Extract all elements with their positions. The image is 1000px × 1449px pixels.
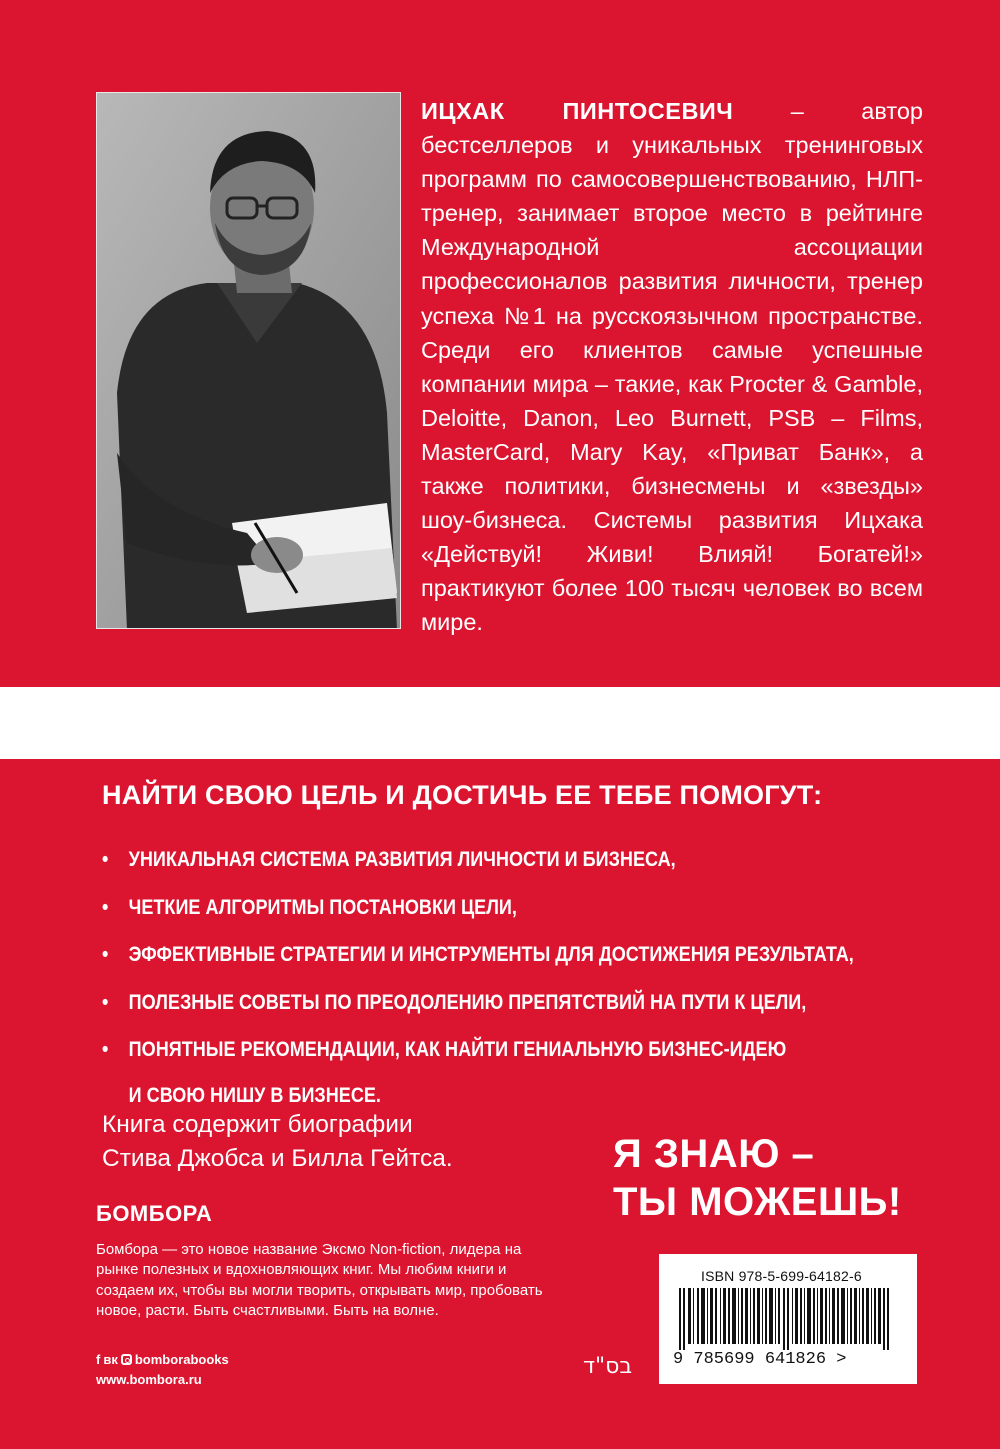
bullet-icon: • bbox=[102, 848, 109, 871]
barcode-box bbox=[659, 1254, 917, 1384]
bullet-icon: • bbox=[102, 943, 109, 966]
list-item bbox=[102, 884, 842, 932]
slogan-line: Я ЗНАЮ – bbox=[613, 1132, 815, 1176]
bullet-icon: • bbox=[102, 895, 109, 919]
bullet-icon: • bbox=[102, 990, 109, 1014]
vk-icon[interactable]: вк bbox=[103, 1352, 118, 1367]
slogan-line: ТЫ МОЖЕШЬ! bbox=[613, 1180, 902, 1224]
help-title: НАЙТИ СВОЮ ЦЕЛЬ И ДОСТИЧЬ ЕЕ ТЕБЕ ПОМОГУТ: bbox=[102, 780, 823, 810]
author-photo bbox=[96, 92, 401, 629]
list-item-text: УНИКАЛЬНАЯ СИСТЕМА РАЗВИТИЯ ЛИЧНОСТИ И БИЗНЕСА, bbox=[128, 848, 676, 871]
author-portrait-illustration bbox=[97, 93, 401, 629]
author-name: ИЦХАК ПИНТОСЕВИЧ bbox=[421, 98, 734, 124]
book-note bbox=[102, 1108, 453, 1176]
list-item-text: ПОНЯТНЫЕ РЕКОМЕНДАЦИИ, КАК НАЙТИ ГЕНИАЛЬНУЮ БИЗНЕС-ИДЕЮ bbox=[128, 1038, 787, 1061]
instagram-icon[interactable] bbox=[121, 1354, 132, 1365]
isbn-text: ISBN 978-5-699-64182-6 bbox=[701, 1268, 862, 1284]
list-item-continuation: И СВОЮ НИШУ В БИЗНЕСЕ. bbox=[128, 1083, 381, 1107]
book-note-line: Стива Джобса и Билла Гейтса. bbox=[102, 1145, 453, 1172]
website-link[interactable]: www.bombora.ru bbox=[96, 1372, 202, 1387]
barcode-digits: 9 785699 641826 > bbox=[673, 1350, 847, 1369]
facebook-icon[interactable]: f bbox=[96, 1352, 101, 1367]
bullet-icon: • bbox=[102, 1038, 109, 1061]
list-item bbox=[102, 1026, 842, 1117]
book-note-line: Книга содержит биографии bbox=[102, 1111, 413, 1138]
bsd-mark: בס"ד bbox=[583, 1354, 633, 1379]
list-item-text: ПОЛЕЗНЫЕ СОВЕТЫ ПО ПРЕОДОЛЕНИЮ ПРЕПЯТСТВИЙ НА ПУТИ К ЦЕЛИ, bbox=[128, 990, 807, 1014]
list-item-text: ЧЕТКИЕ АЛГОРИТМЫ ПОСТАНОВКИ ЦЕЛИ, bbox=[128, 895, 517, 919]
social-links bbox=[96, 1352, 229, 1367]
author-bio-text: – автор бестселлеров и уникальных тренинговых программ по самосовершенствованию, НЛП-тренер, занимает второе место в рейтинге Международной ассоциации профессионалов развития личности, тренер успеха №1 на русскоязычном пространстве. Среди его клиентов самые успешные компании мира – такие, как Procter & Gamble, Deloitte, Danon, Leo Burnett, PSB – Films, MasterCard, Mary Kay, «Приват Банк», а также политики, бизнесмены и «звезды» шоу-бизнеса. Системы развития Ицхака «Действуй! Живи! Влияй! Богатей!» практикуют более 100 тысяч человек во всем мире. bbox=[421, 98, 923, 636]
barcode-icon bbox=[679, 1288, 901, 1350]
list-item-text: ЭФФЕКТИВНЫЕ СТРАТЕГИИ И ИНСТРУМЕНТЫ ДЛЯ ДОСТИЖЕНИЯ РЕЗУЛЬТАТА, bbox=[128, 943, 854, 966]
publisher-logo: БОМБОРА bbox=[96, 1201, 213, 1226]
slogan bbox=[613, 1130, 902, 1226]
benefits-list bbox=[102, 836, 854, 1117]
list-item bbox=[102, 931, 854, 979]
publisher-description: Бомбора — это новое название Эксмо Non-fiction, лидера на рынке полезных и вдохновляющих книг. Мы любим книги и создаем их, чтобы вы могли творить, открывать мир, пробовать новое, расти. Быть счастливыми. Быть на волне. bbox=[96, 1241, 543, 1319]
social-handle[interactable]: bomborabooks bbox=[134, 1352, 229, 1367]
list-item bbox=[102, 836, 842, 884]
author-bio bbox=[421, 94, 923, 640]
list-item bbox=[102, 979, 842, 1027]
white-band bbox=[0, 687, 1000, 759]
